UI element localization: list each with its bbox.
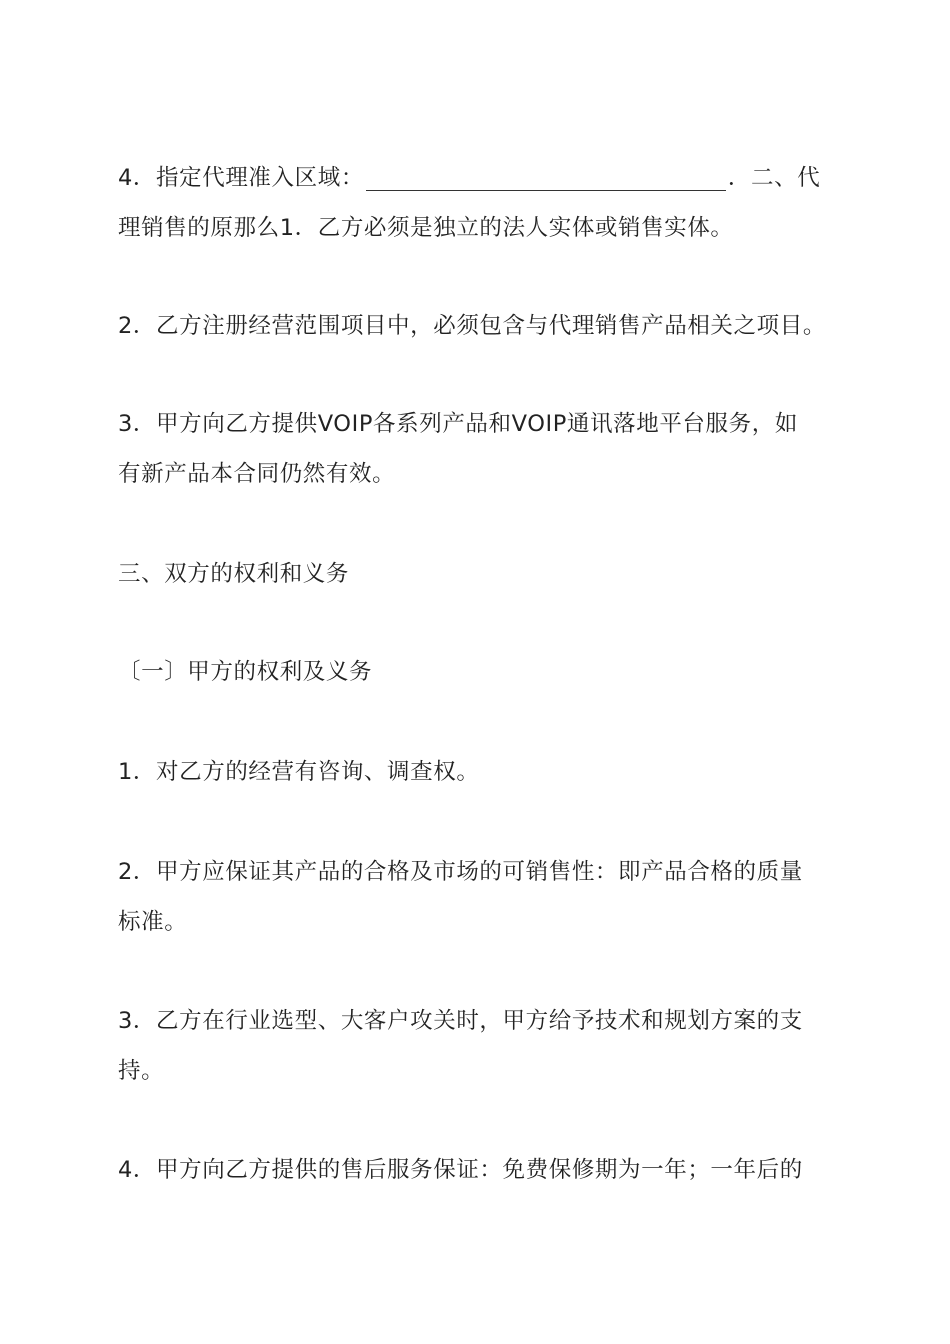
text-line: 有新产品本合同仍然有效。 — [118, 461, 396, 487]
subsection-heading-party-a — [118, 647, 833, 697]
paragraph-technical-support — [118, 996, 833, 1096]
text-line: 2．甲方应保证其产品的合格及市场的可销售性：即产品合格的质量 — [118, 859, 803, 885]
text-line: 三、双方的权利和义务 — [118, 561, 350, 587]
paragraph-consult-right — [118, 747, 833, 797]
text-line: 2．乙方注册经营范围项目中，必须包含与代理销售产品相关之项目。 — [118, 313, 826, 339]
text-line: 3．甲方向乙方提供VOIP各系列产品和VOIP通讯落地平台服务，如 — [118, 411, 798, 437]
text-line: 1．对乙方的经营有咨询、调查权。 — [118, 759, 480, 785]
text-line: 3．乙方在行业选型、大客户攻关时，甲方给予技术和规划方案的支 — [118, 1008, 803, 1034]
text-line: 理销售的原那么1．乙方必须是独立的法人实体或销售实体。 — [118, 215, 734, 241]
paragraph-voip-products — [118, 399, 833, 499]
paragraph-business-scope — [118, 301, 833, 351]
paragraph-designated-region — [118, 153, 833, 253]
fill-in-blank — [366, 160, 726, 191]
text-line: 标准。 — [118, 909, 188, 935]
text-line: 4．指定代理准入区域： ．二、代 — [118, 153, 833, 203]
text-line: 4．甲方向乙方提供的售后服务保证：免费保修期为一年；一年后的 — [118, 1157, 803, 1183]
section-heading-rights-obligations — [118, 549, 833, 599]
text-line: 〔一〕甲方的权利及义务 — [118, 659, 373, 685]
text-line: 持。 — [118, 1058, 165, 1084]
paragraph-product-quality — [118, 847, 833, 947]
paragraph-after-sales — [118, 1145, 833, 1195]
